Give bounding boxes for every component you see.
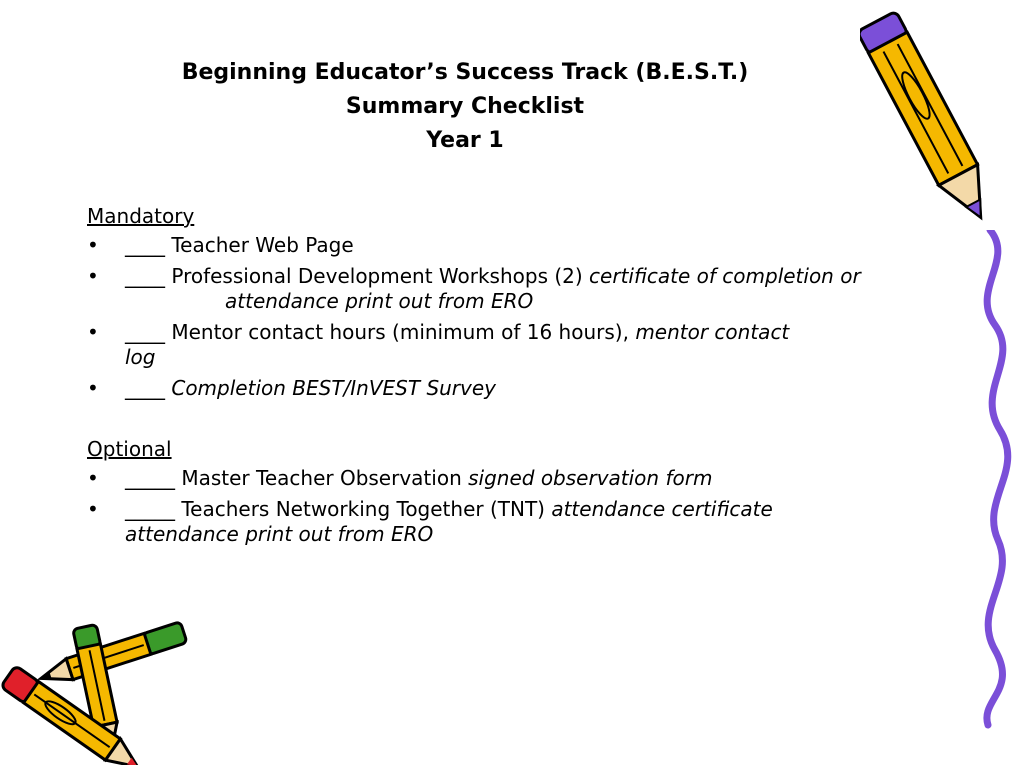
title-line-1: Beginning Educator’s Success Track (B.E.S.T.) <box>181 60 749 85</box>
item-italic-text: certificate of completion or <box>589 264 861 288</box>
bullet: • <box>87 466 99 490</box>
list-item <box>87 264 877 314</box>
checkbox-blank: ____ <box>125 376 165 400</box>
item-text: Professional Development Workshops (2) <box>165 264 590 288</box>
item-italic-text: log <box>125 345 156 369</box>
list-item <box>87 376 877 401</box>
crossed-pencils-icon <box>0 615 210 765</box>
list-item <box>87 320 877 370</box>
mandatory-heading: Mandatory <box>87 204 195 228</box>
item-text: Mentor contact hours (minimum of 16 hours), <box>165 320 636 344</box>
bullet: • <box>87 497 99 521</box>
item-italic-text: Completion BEST/InVEST Survey <box>171 376 497 400</box>
bullet: • <box>87 376 99 400</box>
checkbox-blank: ____ <box>125 233 165 257</box>
checkbox-blank: _____ <box>125 466 175 490</box>
bullet: • <box>87 233 99 257</box>
item-italic-text: mentor contact <box>635 320 790 344</box>
list-item <box>87 233 877 258</box>
optional-heading: Optional <box>87 437 172 461</box>
squiggle-line-decoration <box>960 230 1020 730</box>
checkbox-blank: ____ <box>125 320 165 344</box>
list-item <box>87 466 877 491</box>
item-text: Teacher Web Page <box>165 233 354 257</box>
item-text: Teachers Networking Together (TNT) <box>175 497 552 521</box>
item-text: Master Teacher Observation <box>175 466 469 490</box>
optional-list <box>87 466 877 547</box>
checklist-content <box>87 204 877 553</box>
pencil-icon <box>860 2 1000 242</box>
mandatory-list <box>87 233 877 401</box>
item-italic-text: signed observation form <box>468 466 713 490</box>
bullet: • <box>87 320 99 344</box>
title-line-3: Year 1 <box>426 128 504 153</box>
title-line-2: Summary Checklist <box>345 94 585 119</box>
item-italic-text: attendance certificate attendance print out from ERO <box>125 497 773 546</box>
list-item <box>87 497 877 547</box>
item-italic-text: attendance print out from ERO <box>225 289 534 313</box>
bullet: • <box>87 264 99 288</box>
checkbox-blank: ____ <box>125 264 165 288</box>
checkbox-blank: _____ <box>125 497 175 521</box>
slide-title <box>0 56 930 158</box>
